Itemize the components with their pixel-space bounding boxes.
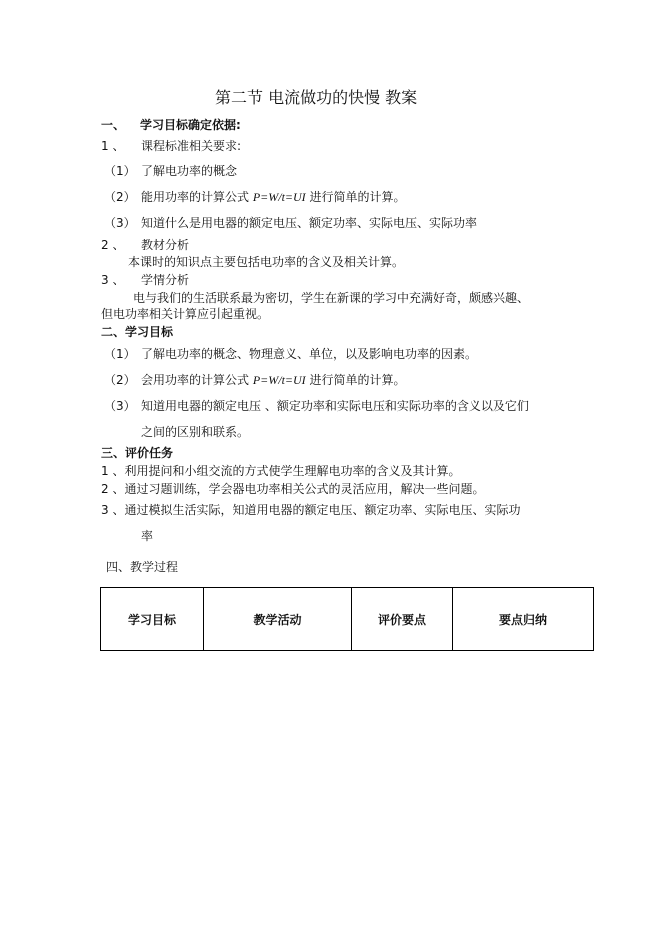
s3-item-2: 2 、通过习题训练，学会器电功率相关公式的灵活应用，解决一些问题。 (101, 482, 485, 496)
formula: P=W/t=UI (252, 190, 306, 204)
section-1-heading: 学习目标确定依据: (140, 118, 241, 132)
sub-1-heading: 课程标准相关要求: (141, 139, 242, 153)
s1-item-3-text: 知道什么是用电器的额定电压、额定功率、实际电压、实际功率 (141, 216, 478, 230)
table-header-row (101, 588, 594, 651)
s1-item-2-text: 能用功率的计算公式 P=W/t=UI 进行简单的计算。 (141, 190, 406, 204)
sub-1-number: 1 、 (101, 139, 125, 153)
s2-item-2-number: （2） (104, 373, 136, 387)
s1-item-2-number: （2） (104, 190, 136, 204)
s3-item-3: 3 、通过模拟生活实际，知道用电器的额定电压、额定功率、实际电压、实际功 (101, 503, 521, 517)
formula: P=W/t=UI (252, 373, 306, 387)
sub-3-text-line-1: 电与我们的生活联系最为密切，学生在新课的学习中充满好奇，颇感兴趣、 (133, 291, 530, 305)
table-header-cell: 要点归纳 (453, 588, 594, 651)
page-title: 第二节 电流做功的快慢 教案 (215, 88, 418, 107)
s2-item-1-number: （1） (104, 347, 136, 361)
sub-2-number: 2 、 (101, 238, 125, 252)
s1-item-1-number: （1） (104, 164, 136, 178)
sub-3-heading: 学情分析 (141, 273, 190, 287)
section-2-heading: 二、学习目标 (101, 325, 174, 339)
s2-item-1-text: 了解电功率的概念、物理意义、单位，以及影响电功率的因素。 (141, 347, 478, 361)
s1-item-3-number: （3） (104, 216, 136, 230)
s3-item-1: 1 、利用提问和小组交流的方式使学生理解电功率的含义及其计算。 (101, 464, 461, 478)
s3-item-3-continuation: 率 (141, 529, 154, 543)
sub-2-heading: 教材分析 (141, 238, 190, 252)
s2-item-3-continuation: 之间的区别和联系。 (141, 425, 250, 439)
section-3-heading: 三、评价任务 (101, 446, 174, 460)
sub-3-number: 3 、 (101, 273, 125, 287)
table-header-cell: 学习目标 (101, 588, 204, 651)
sub-2-text: 本课时的知识点主要包括电功率的含义及相关计算。 (128, 255, 405, 269)
teaching-process-table (100, 587, 594, 651)
table-header-cell: 评价要点 (352, 588, 453, 651)
section-1-number: 一、 (101, 118, 126, 132)
s1-item-1-text: 了解电功率的概念 (141, 164, 238, 178)
table-header-cell: 教学活动 (204, 588, 352, 651)
section-4-heading: 四、教学过程 (106, 560, 179, 574)
s2-item-2-text: 会用功率的计算公式 P=W/t=UI 进行简单的计算。 (141, 373, 406, 387)
s2-item-3-text: 知道用电器的额定电压 、额定功率和实际电压和实际功率的含义以及它们 (141, 399, 529, 413)
sub-3-text-line-2: 但电功率相关计算应引起重视。 (101, 307, 270, 321)
s2-item-3-number: （3） (104, 399, 136, 413)
